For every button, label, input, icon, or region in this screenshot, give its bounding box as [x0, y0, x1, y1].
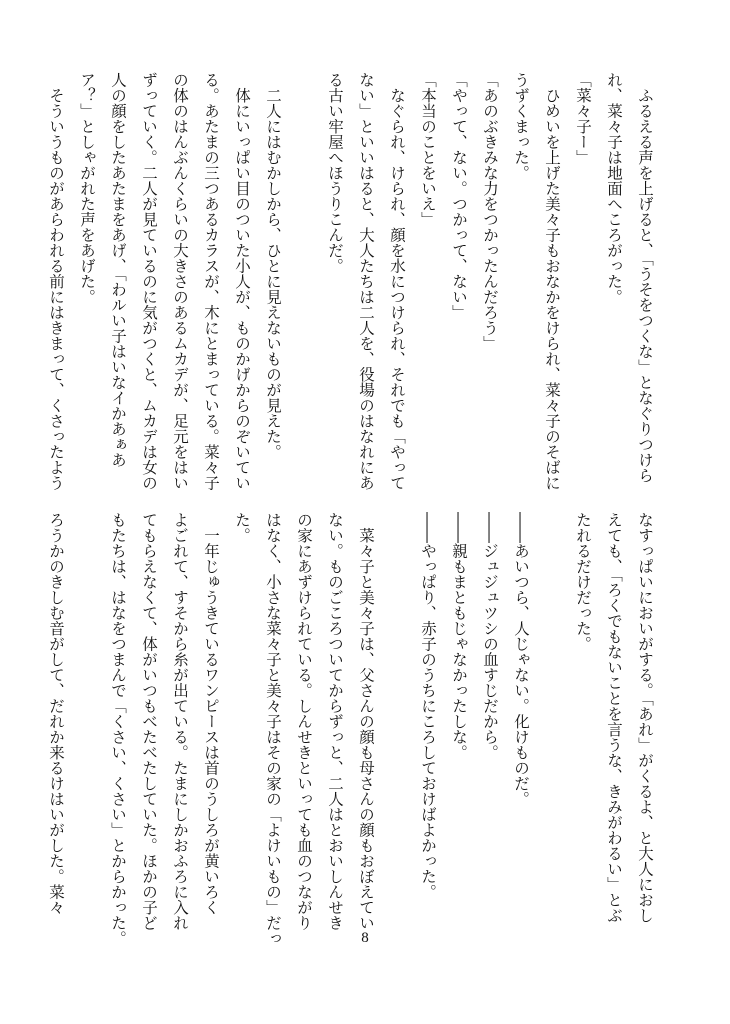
upper-text-line: そういうものがあらわれる前にはきまって、くさったよう	[47, 72, 65, 491]
upper-text-line: ずっていく。二人が見ているのに気がつくと、ムカデは女の	[140, 72, 158, 491]
upper-text-line: うずくまった。	[512, 72, 530, 181]
lower-text-line: ない。ものごころついてからずっと、二人はとおいしんせき	[326, 512, 344, 931]
lower-text-line: よごれて、すそから糸が出ている。たまにしかおふろに入れ	[171, 512, 189, 931]
upper-text-line: る。あたまの三つあるカラスが、木にとまっている。菜々子	[202, 72, 220, 491]
lower-text-line	[71, 512, 102, 932]
upper-text-line: る古い牢屋へほうりこんだ。	[326, 72, 344, 274]
lower-text-line	[381, 512, 412, 932]
lower-text-line: ――やっぱり、赤子のうちにころしておけばよかった。	[419, 512, 437, 900]
lower-text-line: はなく、小さな菜々子と美々子はその家の「よけいもの」だっ	[264, 512, 282, 946]
upper-text-line: ア？」としゃがれた声をあげた。	[78, 72, 96, 305]
upper-text-line: なぐられ、けられ、顔を水につけられ、それでも「やって	[388, 72, 406, 491]
upper-text-block	[47, 72, 660, 496]
lower-text-line: もたちは、はなをつまんで「くさい、くさい」とからかった。	[109, 512, 127, 946]
upper-text-line: 二人にはむかしから、ひとに見えないものが見えた。	[264, 72, 282, 460]
lower-text-line: ――ジュジュツシの血すじだから。	[481, 512, 499, 760]
lower-text-line: 菜々子と美々子は、父さんの顔も母さんの顔もおぼえてい	[357, 512, 375, 931]
upper-text-line: 「菜々子ー」	[574, 72, 592, 165]
upper-text-line: 「やって、ない。つかって、ない」	[450, 72, 468, 320]
upper-text-line	[288, 72, 319, 496]
lower-text-line: てもらえなくて、体がいつもべたべたしていた。ほかの子ど	[140, 512, 158, 931]
upper-text-line: の体のはんぶんくらいの大きさのあるムカデが、足元をはい	[171, 72, 189, 491]
lower-text-line: えても、「ろくでもないことを言うな、きみがわるい」とぶ	[605, 512, 623, 923]
lower-text-line: ――親もまともじゃなかったしな。	[450, 512, 468, 760]
page-number: 8	[361, 930, 369, 946]
lower-text-line: なすっぱいにおいがする。「あれ」がくるよ、と大人におし	[636, 512, 654, 923]
upper-text-line: ない」といいはると、大人たちは二人を、役場のはなれにあ	[357, 72, 375, 491]
upper-text-line: 「あのぶきみな力をつかったんだろう」	[481, 72, 499, 351]
upper-text-line: 体にいっぱい目のついた小人が、ものかげからのぞいてい	[233, 72, 251, 491]
lower-text-line: たれるだけだった。	[574, 512, 592, 652]
lower-text-line: ――あいつら、人じゃない。化けものだ。	[512, 512, 530, 807]
upper-text-line: ひめいを上げた美々子もおなかをけられ、菜々子のそばに	[543, 72, 561, 491]
upper-text-line: ふるえる声を上げると、「うそをつくな」となぐりつけら	[636, 72, 654, 483]
upper-text-line: 「本当のことをいえ」	[419, 72, 437, 227]
lower-text-line: ろうかのきしむ音がして、だれか来るけはいがした。菜々	[47, 512, 65, 915]
lower-text-block	[47, 512, 660, 946]
lower-text-line	[536, 512, 567, 932]
lower-text-line: の家にあずけられている。しんせきといっても血のつながり	[295, 512, 313, 931]
upper-text-line: 人の顔をしたあたまをあげ、「わルい子はいなイかあぁあ	[109, 72, 127, 468]
lower-text-line: 一年じゅうきているワンピースは首のうしろが黄いろく	[202, 512, 220, 915]
lower-text-line: た。	[233, 512, 251, 543]
upper-text-line: れ、菜々子は地面へころがった。	[605, 72, 623, 305]
